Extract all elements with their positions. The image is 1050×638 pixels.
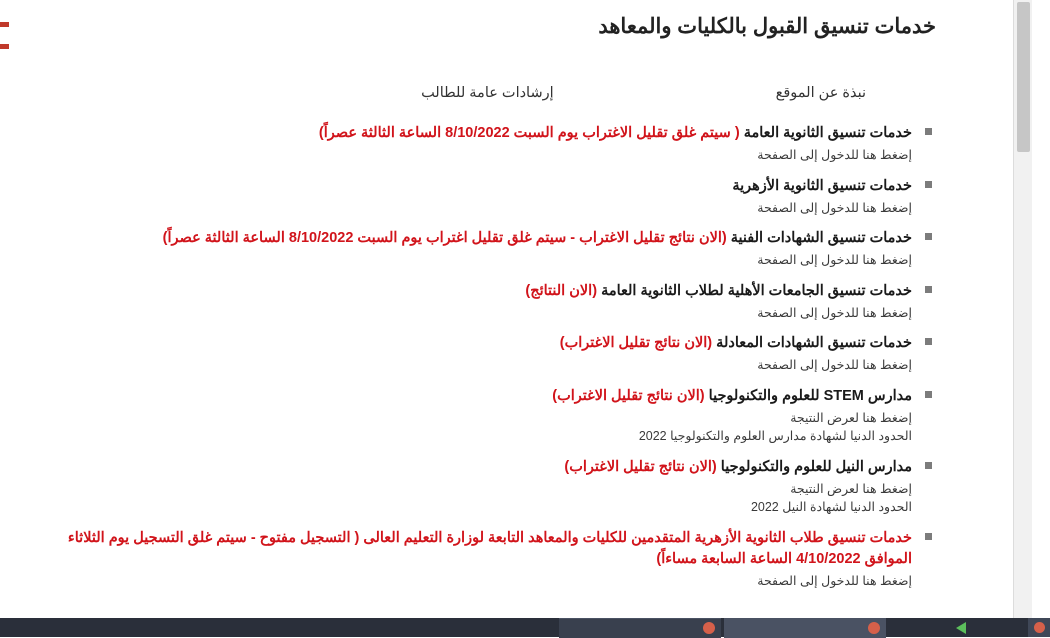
bullet-icon xyxy=(925,462,932,469)
list-item-title[interactable] xyxy=(18,123,912,144)
bullet-icon xyxy=(925,128,932,135)
taskbar-window-button[interactable] xyxy=(724,618,886,638)
desktop-left-edge xyxy=(0,0,18,637)
start-orb-icon xyxy=(1034,622,1045,633)
list-item-note: ( سيتم غلق تقليل الاغتراب يوم السبت 8/10/2022 الساعة الثالثة عصراً) xyxy=(318,125,740,141)
app-circle-icon xyxy=(703,622,715,634)
list-item-title[interactable] xyxy=(18,528,912,570)
media-play-icon[interactable] xyxy=(956,622,966,634)
list-item-note: (الان نتائج تقليل الاغتراب) xyxy=(552,387,705,404)
services-list xyxy=(18,123,936,590)
list-item-link[interactable]: إضغط هنا للدخول إلى الصفحة xyxy=(757,200,912,215)
page-title: خدمات تنسيق القبول بالكليات والمعاهد xyxy=(598,15,936,38)
list-item[interactable] xyxy=(18,123,936,165)
list-item[interactable] xyxy=(18,228,936,270)
list-item-link[interactable]: إضغط هنا للدخول إلى الصفحة xyxy=(757,573,912,588)
list-item-link[interactable]: إضغط هنا للدخول إلى الصفحة xyxy=(757,305,912,320)
list-item-note: (الان نتائج تقليل الاغتراب) xyxy=(564,458,717,475)
list-item-note: ( التسجيل مفتوح - سيتم غلق التسجيل يوم الثلاثاء الموافق 4/10/2022 الساعة السابعة مساءاً) xyxy=(67,529,912,567)
list-item-title[interactable] xyxy=(18,176,912,197)
bullet-icon xyxy=(925,338,932,345)
nav-item-student-guide[interactable]: إرشادات عامة للطالب xyxy=(421,85,554,101)
bullet-icon xyxy=(925,181,932,188)
list-item-label: مدارس النيل للعلوم والتكنولوجيا xyxy=(720,458,912,475)
list-item[interactable] xyxy=(18,457,936,517)
list-item[interactable] xyxy=(18,333,936,375)
list-item-link[interactable]: إضغط هنا للدخول إلى الصفحة xyxy=(757,358,912,373)
list-item-label: خدمات تنسيق الشهادات المعادلة xyxy=(716,335,912,352)
list-item-secondary-link[interactable]: الحدود الدنيا لشهادة النيل 2022 xyxy=(750,500,912,515)
list-item-note: (الان النتائج) xyxy=(525,282,598,299)
page-content xyxy=(18,0,1032,620)
list-item-secondary-link[interactable]: الحدود الدنيا لشهادة مدارس العلوم والتكنولوجيا 2022 xyxy=(638,429,912,444)
bullet-icon xyxy=(925,286,932,293)
list-item-label: خدمات تنسيق طلاب الثانوية الأزهرية المتقدمين للكليات والمعاهد التابعة لوزارة التعليم العالى xyxy=(363,529,912,546)
list-item-title[interactable] xyxy=(18,386,912,407)
taskbar xyxy=(0,618,1050,637)
list-item-label: خدمات تنسيق الشهادات الفنية xyxy=(730,230,912,247)
bullet-icon xyxy=(925,533,932,540)
taskbar-spacer xyxy=(886,618,948,637)
list-item-title[interactable] xyxy=(18,228,912,249)
nav-item-about[interactable]: نبذة عن الموقع xyxy=(775,85,866,101)
list-item-link[interactable]: إضغط هنا لعرض النتيجة xyxy=(790,481,912,496)
page-scrollbar[interactable] xyxy=(1013,0,1032,620)
list-item-label: خدمات تنسيق الثانوية العامة xyxy=(743,125,912,141)
edge-marker-icon xyxy=(0,22,9,27)
page-title-row xyxy=(18,0,936,39)
start-button[interactable] xyxy=(1028,618,1050,637)
scrollbar-thumb[interactable] xyxy=(1017,2,1030,152)
list-item-label: خدمات تنسيق الثانوية الأزهرية xyxy=(732,177,912,194)
list-item-title[interactable] xyxy=(18,281,912,302)
list-item-title[interactable] xyxy=(18,333,912,354)
main-nav xyxy=(18,85,936,101)
edge-marker-icon xyxy=(0,44,9,49)
taskbar-spacer xyxy=(966,618,1028,637)
list-item-note: (الان نتائج تقليل الاغتراب - سيتم غلق تقليل اغتراب يوم السبت 8/10/2022 الساعة الثالثة عصراً) xyxy=(162,230,727,247)
bullet-icon xyxy=(925,233,932,240)
list-item[interactable] xyxy=(18,281,936,323)
bullet-icon xyxy=(925,391,932,398)
list-item-link[interactable]: إضغط هنا للدخول إلى الصفحة xyxy=(757,253,912,268)
list-item[interactable] xyxy=(18,386,936,446)
taskbar-window-button[interactable] xyxy=(559,618,721,638)
list-item-title[interactable] xyxy=(18,457,912,478)
list-item[interactable] xyxy=(18,176,936,218)
list-item-label: خدمات تنسيق الجامعات الأهلية لطلاب الثانوية العامة xyxy=(601,282,912,299)
list-item-link[interactable]: إضغط هنا لعرض النتيجة xyxy=(790,410,912,425)
list-item[interactable] xyxy=(18,528,936,591)
list-item-note: (الان نتائج تقليل الاغتراب) xyxy=(559,335,713,352)
list-item-label: مدارس STEM للعلوم والتكنولوجيا xyxy=(708,387,912,404)
app-circle-icon xyxy=(868,622,880,634)
list-item-link[interactable]: إضغط هنا للدخول إلى الصفحة xyxy=(757,148,912,163)
